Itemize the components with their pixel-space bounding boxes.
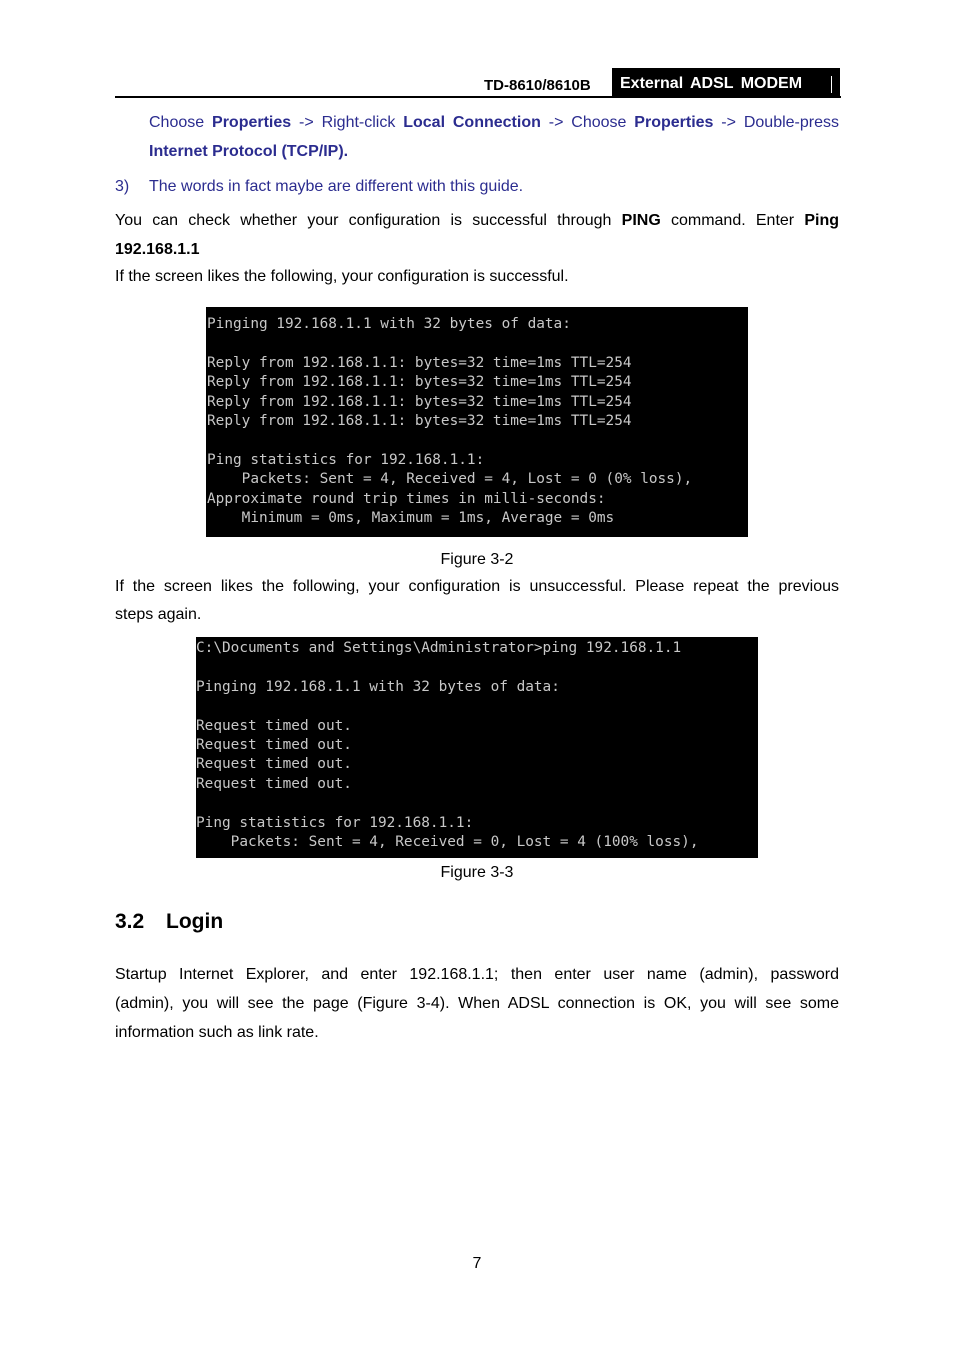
page-number: 7 [472,1255,482,1272]
login-paragraph-line: (admin), you will see the page (Figure 3-4). When ADSL connection is OK, you will see some [115,995,839,1012]
header-rule [115,96,841,98]
check-ip-address: 192.168.1.1 [115,241,200,258]
terminal-line: Approximate round trip times in milli-seconds: [207,490,606,507]
terminal-line: Packets: Sent = 4, Received = 0, Lost = 4 (100% loss), [196,833,699,850]
check-line-1 [115,206,839,235]
terminal-line: Pinging 192.168.1.1 with 32 bytes of data: [196,678,560,695]
check-ping-command: PING [621,212,661,229]
step-line-1 [149,108,839,137]
check-text-pre: You can check whether your configuration is successful through [115,212,622,229]
step-text: -> Choose [540,114,635,131]
terminal-line: Pinging 192.168.1.1 with 32 bytes of data: [207,316,571,332]
figure-3-2-lines [207,315,692,528]
terminal-line: Ping statistics for 192.168.1.1: [207,451,485,468]
figure-3-3-caption: Figure 3-3 [440,864,514,881]
check-ping-word: Ping [804,212,839,229]
section-title [115,909,223,935]
fail-line-2: steps again. [115,606,202,623]
figure-3-2-terminal [206,307,748,537]
terminal-line [196,794,699,813]
step-line-2: Internet Protocol (TCP/IP). [149,143,349,160]
figure-3-2-caption: Figure 3-2 [440,551,514,568]
fail-line-1: If the screen likes the following, your configuration is unsuccessful. Please repeat the previous [115,578,839,595]
header-model: TD-8610/8610B [484,77,591,94]
section-heading: Login [166,910,224,933]
terminal-line: Ping statistics for 192.168.1.1: [196,814,474,831]
terminal-line [207,431,692,450]
section-number: 3.2 [115,910,145,933]
terminal-line [196,697,699,716]
header-product: External ADSL MODEM [620,75,803,92]
step-bold-term: Properties [212,114,292,131]
terminal-line: Reply from 192.168.1.1: bytes=32 time=1ms TTL=254 [207,354,632,371]
terminal-line: Minimum = 0ms, Maximum = 1ms, Average = 0ms [207,509,615,526]
terminal-line: Reply from 192.168.1.1: bytes=32 time=1ms TTL=254 [207,374,632,391]
login-paragraph [115,960,839,1047]
check-text-mid: command. Enter [660,212,805,229]
terminal-line: Packets: Sent = 4, Received = 4, Lost = 0 (0% loss), [207,471,693,488]
step-text: Choose [149,114,213,131]
step-text: -> Double-press [713,114,839,131]
terminal-line [196,658,699,677]
login-paragraph-line: Startup Internet Explorer, and enter 192.168.1.1; then enter user name (admin), password [115,966,839,983]
terminal-line: Request timed out. [196,717,352,734]
terminal-line: Request timed out. [196,756,352,773]
figure-3-3-lines [196,639,699,852]
login-paragraph-line: information such as link rate. [115,1024,319,1041]
item-3-number: 3) [115,178,130,195]
step-bold-term: Local Connection [403,114,541,131]
success-intro: If the screen likes the following, your configuration is successful. [115,268,569,285]
terminal-line: Reply from 192.168.1.1: bytes=32 time=1ms TTL=254 [207,412,632,429]
terminal-line: C:\Documents and Settings\Administrator>ping 192.168.1.1 [196,640,682,656]
figure-3-3-terminal [196,637,758,858]
terminal-line: Reply from 192.168.1.1: bytes=32 time=1ms TTL=254 [207,393,632,410]
terminal-line: Request timed out. [196,736,352,753]
terminal-line [207,334,692,353]
step-bold-term: Properties [634,114,714,131]
header-product-box [612,68,840,97]
terminal-line: Request timed out. [196,775,352,792]
step-text: -> Right-click [291,114,404,131]
item-3-text: The words in fact maybe are different with this guide. [149,178,524,195]
